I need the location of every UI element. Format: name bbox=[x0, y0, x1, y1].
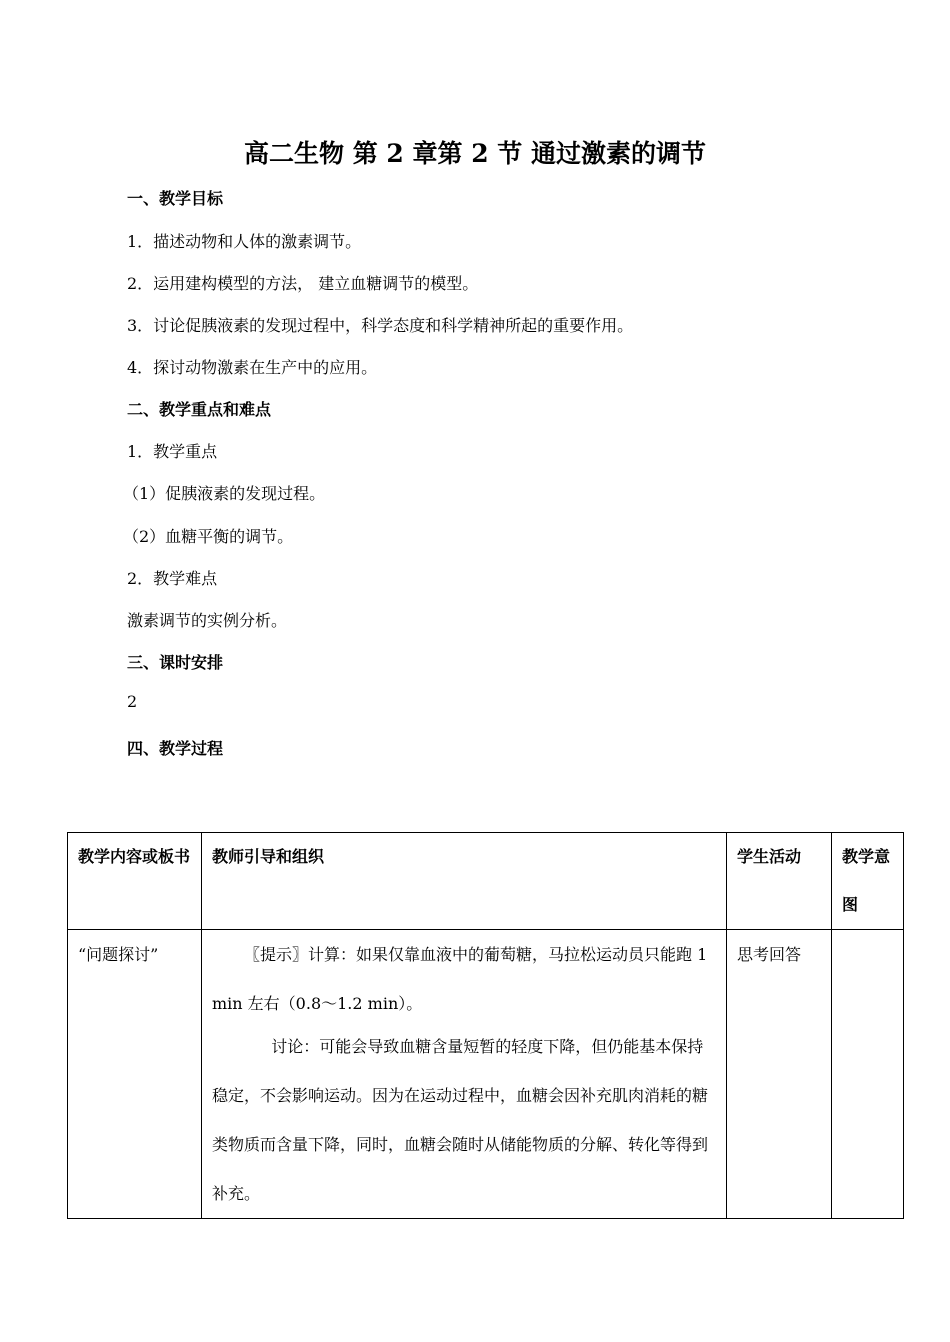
objective-item: 4．探讨动物激素在生产中的应用。 bbox=[127, 358, 378, 377]
teacher-paragraph: 讨论：可能会导致血糖含量短暂的轻度下降，但仍能基本保持稳定，不会影响运动。因为在运动过程中，血糖会因补充肌肉消耗的糖类物质而含量下降，同时，血糖会随时从储能物质的分解、转化等得到补充。 bbox=[212, 1037, 709, 1203]
cell-content: “问题探讨” bbox=[68, 930, 202, 1219]
objective-item: 2．运用建构模型的方法， 建立血糖调节的模型。 bbox=[127, 274, 479, 293]
objective-item: 3．讨论促胰液素的发现过程中，科学态度和科学精神所起的重要作用。 bbox=[127, 316, 634, 335]
key-point-item: （2）血糖平衡的调节。 bbox=[123, 527, 294, 546]
heading-objectives: 一、教学目标 bbox=[127, 189, 224, 208]
key-point-item: （1）促胰液素的发现过程。 bbox=[123, 484, 326, 503]
process-table bbox=[67, 832, 904, 1219]
header-intent: 教学意图 bbox=[832, 833, 904, 930]
heading-schedule: 三、课时安排 bbox=[127, 653, 224, 672]
schedule-value: 2 bbox=[127, 692, 138, 711]
table-row bbox=[68, 930, 904, 1219]
heading-key-points: 二、教学重点和难点 bbox=[127, 400, 272, 419]
difficulty-text: 激素调节的实例分析。 bbox=[127, 611, 288, 630]
cell-intent bbox=[832, 930, 904, 1219]
objective-item: 1．描述动物和人体的激素调节。 bbox=[127, 232, 362, 251]
page-title: 高二生物 第 2 章第 2 节 通过激素的调节 bbox=[243, 139, 706, 168]
cell-student: 思考回答 bbox=[727, 930, 832, 1219]
header-content: 教学内容或板书 bbox=[68, 833, 202, 930]
heading-process: 四、教学过程 bbox=[127, 739, 224, 758]
key-points-title: 1．教学重点 bbox=[127, 442, 218, 461]
header-teacher: 教师引导和组织 bbox=[202, 833, 727, 930]
difficulty-title: 2．教学难点 bbox=[127, 569, 218, 588]
table-header-row bbox=[68, 833, 904, 930]
header-student: 学生活动 bbox=[727, 833, 832, 930]
cell-teacher bbox=[202, 930, 727, 1219]
teacher-paragraph: 〖提示〗计算：如果仅靠血液中的葡萄糖，马拉松运动员只能跑 1 min 左右（0.8～1.2 min）。 bbox=[212, 945, 708, 1013]
